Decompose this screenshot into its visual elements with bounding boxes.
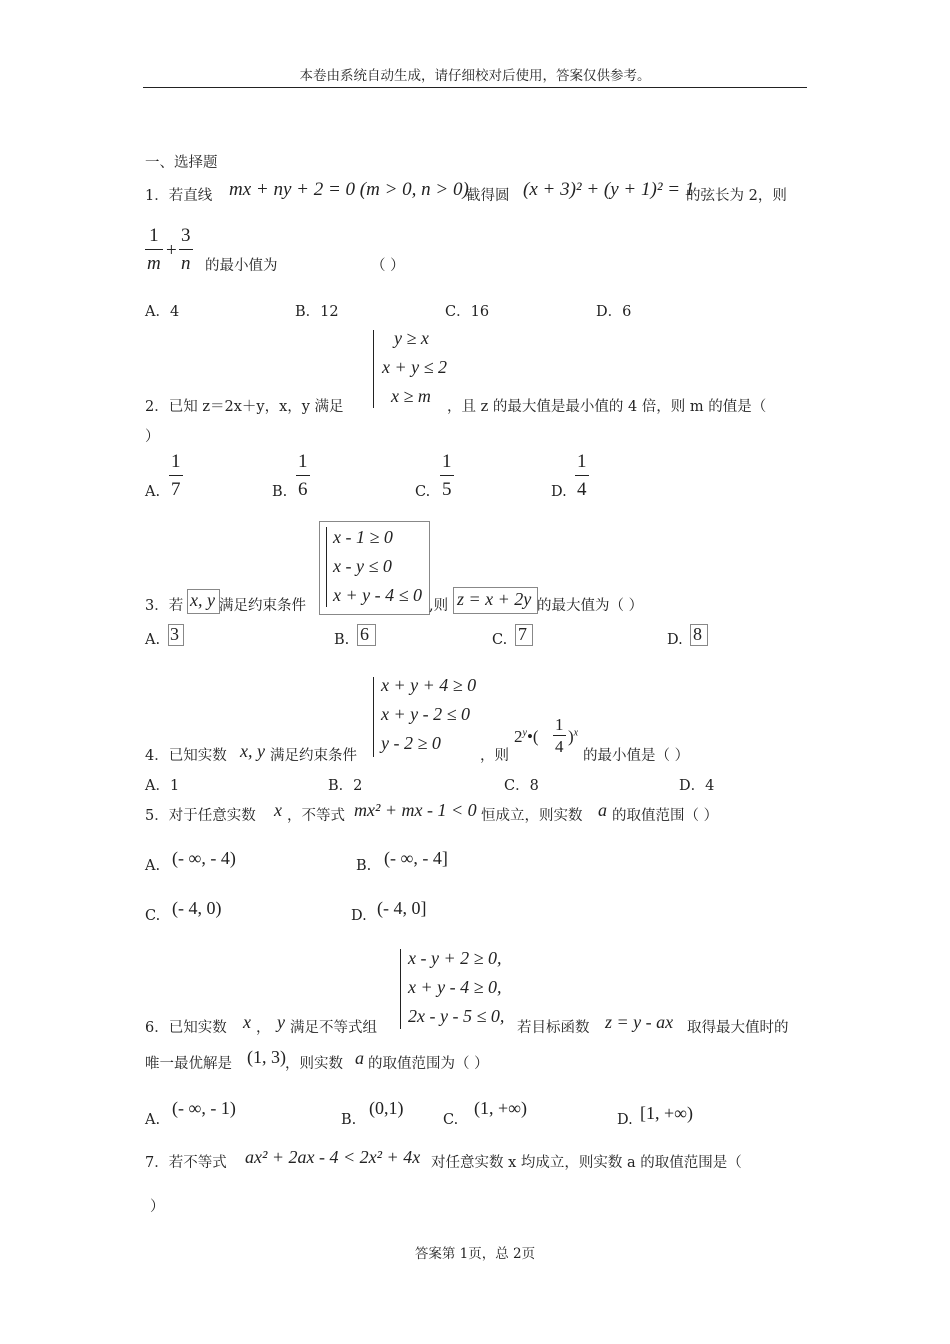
q6-option-c-value: (1, +∞) — [474, 1098, 527, 1118]
q4-expr-base: 2$^y$•( — [514, 727, 539, 746]
q5-mid: ，不等式 — [287, 808, 345, 824]
q3-option-b-label: B. — [334, 632, 350, 648]
q3-system: x - 1 ≥ 0 x - y ≤ 0 x + y - 4 ≤ 0 — [333, 527, 422, 605]
q2-close: ） — [145, 429, 160, 445]
q6-optimal-point: (1, 3) — [247, 1047, 286, 1067]
q6-mid: 满足不等式组 — [290, 1020, 377, 1036]
q5-option-b-value: (- ∞, - 4] — [384, 848, 448, 868]
q1-option-c: C．16 — [445, 304, 490, 320]
q1-plus: + — [166, 240, 177, 261]
q6-prefix: 6．已知实数 — [145, 1020, 227, 1036]
q5-option-c-value: (- 4, 0) — [172, 898, 222, 918]
q3-option-d-label: D. — [667, 632, 683, 648]
q6-a: a — [355, 1048, 364, 1068]
q7-prefix: 7．若不等式 — [145, 1155, 227, 1171]
q6-option-b-value: (0,1) — [369, 1098, 404, 1118]
q4-xy: x, y — [240, 741, 265, 761]
q2-option-d-value: 1 4 — [577, 451, 587, 500]
q1-option-b: B．12 — [295, 304, 339, 320]
q4-option-a: A．1 — [145, 778, 180, 794]
q2-option-b-value: 1 6 — [298, 451, 308, 500]
q7-inequality: ax² + 2ax - 4 < 2x² + 4x — [245, 1147, 421, 1167]
q1-mid-text: 截得圆 — [466, 188, 510, 204]
page-footer: 答案第 1页，总 2页 — [414, 1246, 536, 1262]
q5-a: a — [598, 800, 607, 820]
q6-option-a-value: (- ∞, - 1) — [172, 1098, 236, 1118]
q1-fraction-2: 3 n — [181, 225, 191, 274]
q6-option-c-label: C. — [443, 1112, 459, 1128]
q5-x: x — [274, 800, 282, 820]
q4-option-b: B．2 — [328, 778, 363, 794]
q3-option-c-label: C. — [492, 632, 508, 648]
q2-option-d-label: D. — [551, 484, 567, 500]
q3-option-d-value: 8 — [693, 624, 702, 644]
q6-objective: z = y - ax — [605, 1012, 674, 1032]
q5-prefix: 5．对于任意实数 — [145, 808, 256, 824]
q6-option-a-label: A. — [145, 1112, 161, 1128]
q1-prefix: 1．若直线 — [145, 188, 213, 204]
q4-brace — [373, 677, 374, 757]
q3-option-a-value: 3 — [170, 624, 179, 644]
q1-option-a: A．4 — [145, 304, 180, 320]
q5-option-b-label: B. — [356, 858, 372, 874]
q1-fraction-1: 1 m — [147, 225, 161, 274]
q3-objective: z = x + 2y — [457, 589, 532, 609]
q6-option-d-label: D. — [617, 1112, 633, 1128]
q6-x: x — [243, 1012, 251, 1032]
q6-y: y — [277, 1012, 285, 1032]
q3-option-c-value: 7 — [518, 624, 527, 644]
q6-tail: 取得最大值时的 — [687, 1020, 789, 1036]
header-rule — [143, 87, 807, 88]
q6-line2-a: 唯一最优解是 — [145, 1056, 232, 1072]
q1-circle-equation: (x + 3)² + (y + 1)² = 1 — [523, 179, 695, 200]
q5-option-a-value: (- ∞, - 4) — [172, 848, 236, 868]
q1-tail: 的最小值为 — [205, 258, 278, 274]
q5-post-1: 恒成立，则实数 — [481, 808, 583, 824]
q1-paren: （ ） — [371, 258, 405, 274]
q2-brace — [373, 330, 374, 408]
q4-mid: 满足约束条件 — [270, 748, 357, 764]
section-title: 一、选择题 — [145, 155, 218, 171]
q4-then: ，则 — [480, 748, 509, 764]
q3-option-b-value: 6 — [360, 624, 369, 644]
q2-option-c-value: 1 5 — [442, 451, 452, 500]
q1-line-equation: mx + ny + 2 = 0 (m > 0, n > 0) — [229, 179, 469, 200]
q6-post: 若目标函数 — [517, 1020, 590, 1036]
q1-option-d: D．6 — [596, 304, 632, 320]
q4-option-c: C．8 — [504, 778, 539, 794]
q5-inequality: mx² + mx - 1 < 0 — [354, 800, 477, 820]
q3-mid: 满足约束条件 — [219, 598, 306, 614]
q4-expr-close: )$^x$ — [568, 727, 579, 746]
q5-option-d-value: (- 4, 0] — [377, 898, 427, 918]
q3-brace — [326, 527, 327, 607]
q4-prefix: 4．已知实数 — [145, 748, 227, 764]
page-header: 本卷由系统自动生成，请仔细校对后使用，答案仅供参考。 — [299, 68, 651, 84]
q3-xy: x, y — [190, 590, 215, 610]
q5-post-2: 的取值范围（ ） — [612, 808, 719, 824]
q2-option-b-label: B. — [272, 484, 288, 500]
q6-option-b-label: B. — [341, 1112, 357, 1128]
q4-expr-fraction: 1 4 — [555, 715, 564, 756]
q3-prefix: 3．若 — [145, 598, 184, 614]
q4-post: 的最小值是（ ） — [583, 748, 690, 764]
q3-post: 的最大值为（ ） — [537, 598, 644, 614]
q6-comma: ， — [256, 1020, 271, 1036]
q7-close: ） — [150, 1199, 165, 1215]
q2-post: ，且 z 的最大值是最小值的 4 倍，则 m 的值是（ — [447, 399, 767, 415]
q6-system: x - y + 2 ≥ 0, x + y - 4 ≥ 0, 2x - y - 5 ≤ 0, — [408, 948, 505, 1026]
q2-system: y ≥ x x + y ≤ 2 x ≥ m — [382, 328, 448, 406]
q4-system: x + y + 4 ≥ 0 x + y - 2 ≤ 0 y - 2 ≥ 0 — [381, 675, 477, 753]
q6-brace — [400, 949, 401, 1029]
q1-post-text: 的弦长为 2，则 — [686, 188, 787, 204]
q3-then: ,则 — [429, 598, 449, 614]
q2-option-c-label: C. — [415, 484, 431, 500]
q4-option-d: D．4 — [679, 778, 715, 794]
q2-prefix: 2．已知 z＝2x＋y，x，y 满足 — [145, 399, 344, 415]
q5-option-a-label: A. — [145, 858, 161, 874]
q5-option-c-label: C. — [145, 908, 161, 924]
q5-option-d-label: D. — [351, 908, 367, 924]
q2-option-a-label: A. — [145, 484, 161, 500]
q3-option-a-label: A. — [145, 632, 161, 648]
q7-post: 对任意实数 x 均成立，则实数 a 的取值范围是（ — [431, 1155, 742, 1171]
q2-option-a-value: 1 7 — [171, 451, 181, 500]
q6-line2-b: ，则实数 — [285, 1056, 343, 1072]
q6-line2-c: 的取值范围为（ ） — [368, 1056, 489, 1072]
q6-option-d-value: [1, +∞) — [640, 1103, 693, 1123]
